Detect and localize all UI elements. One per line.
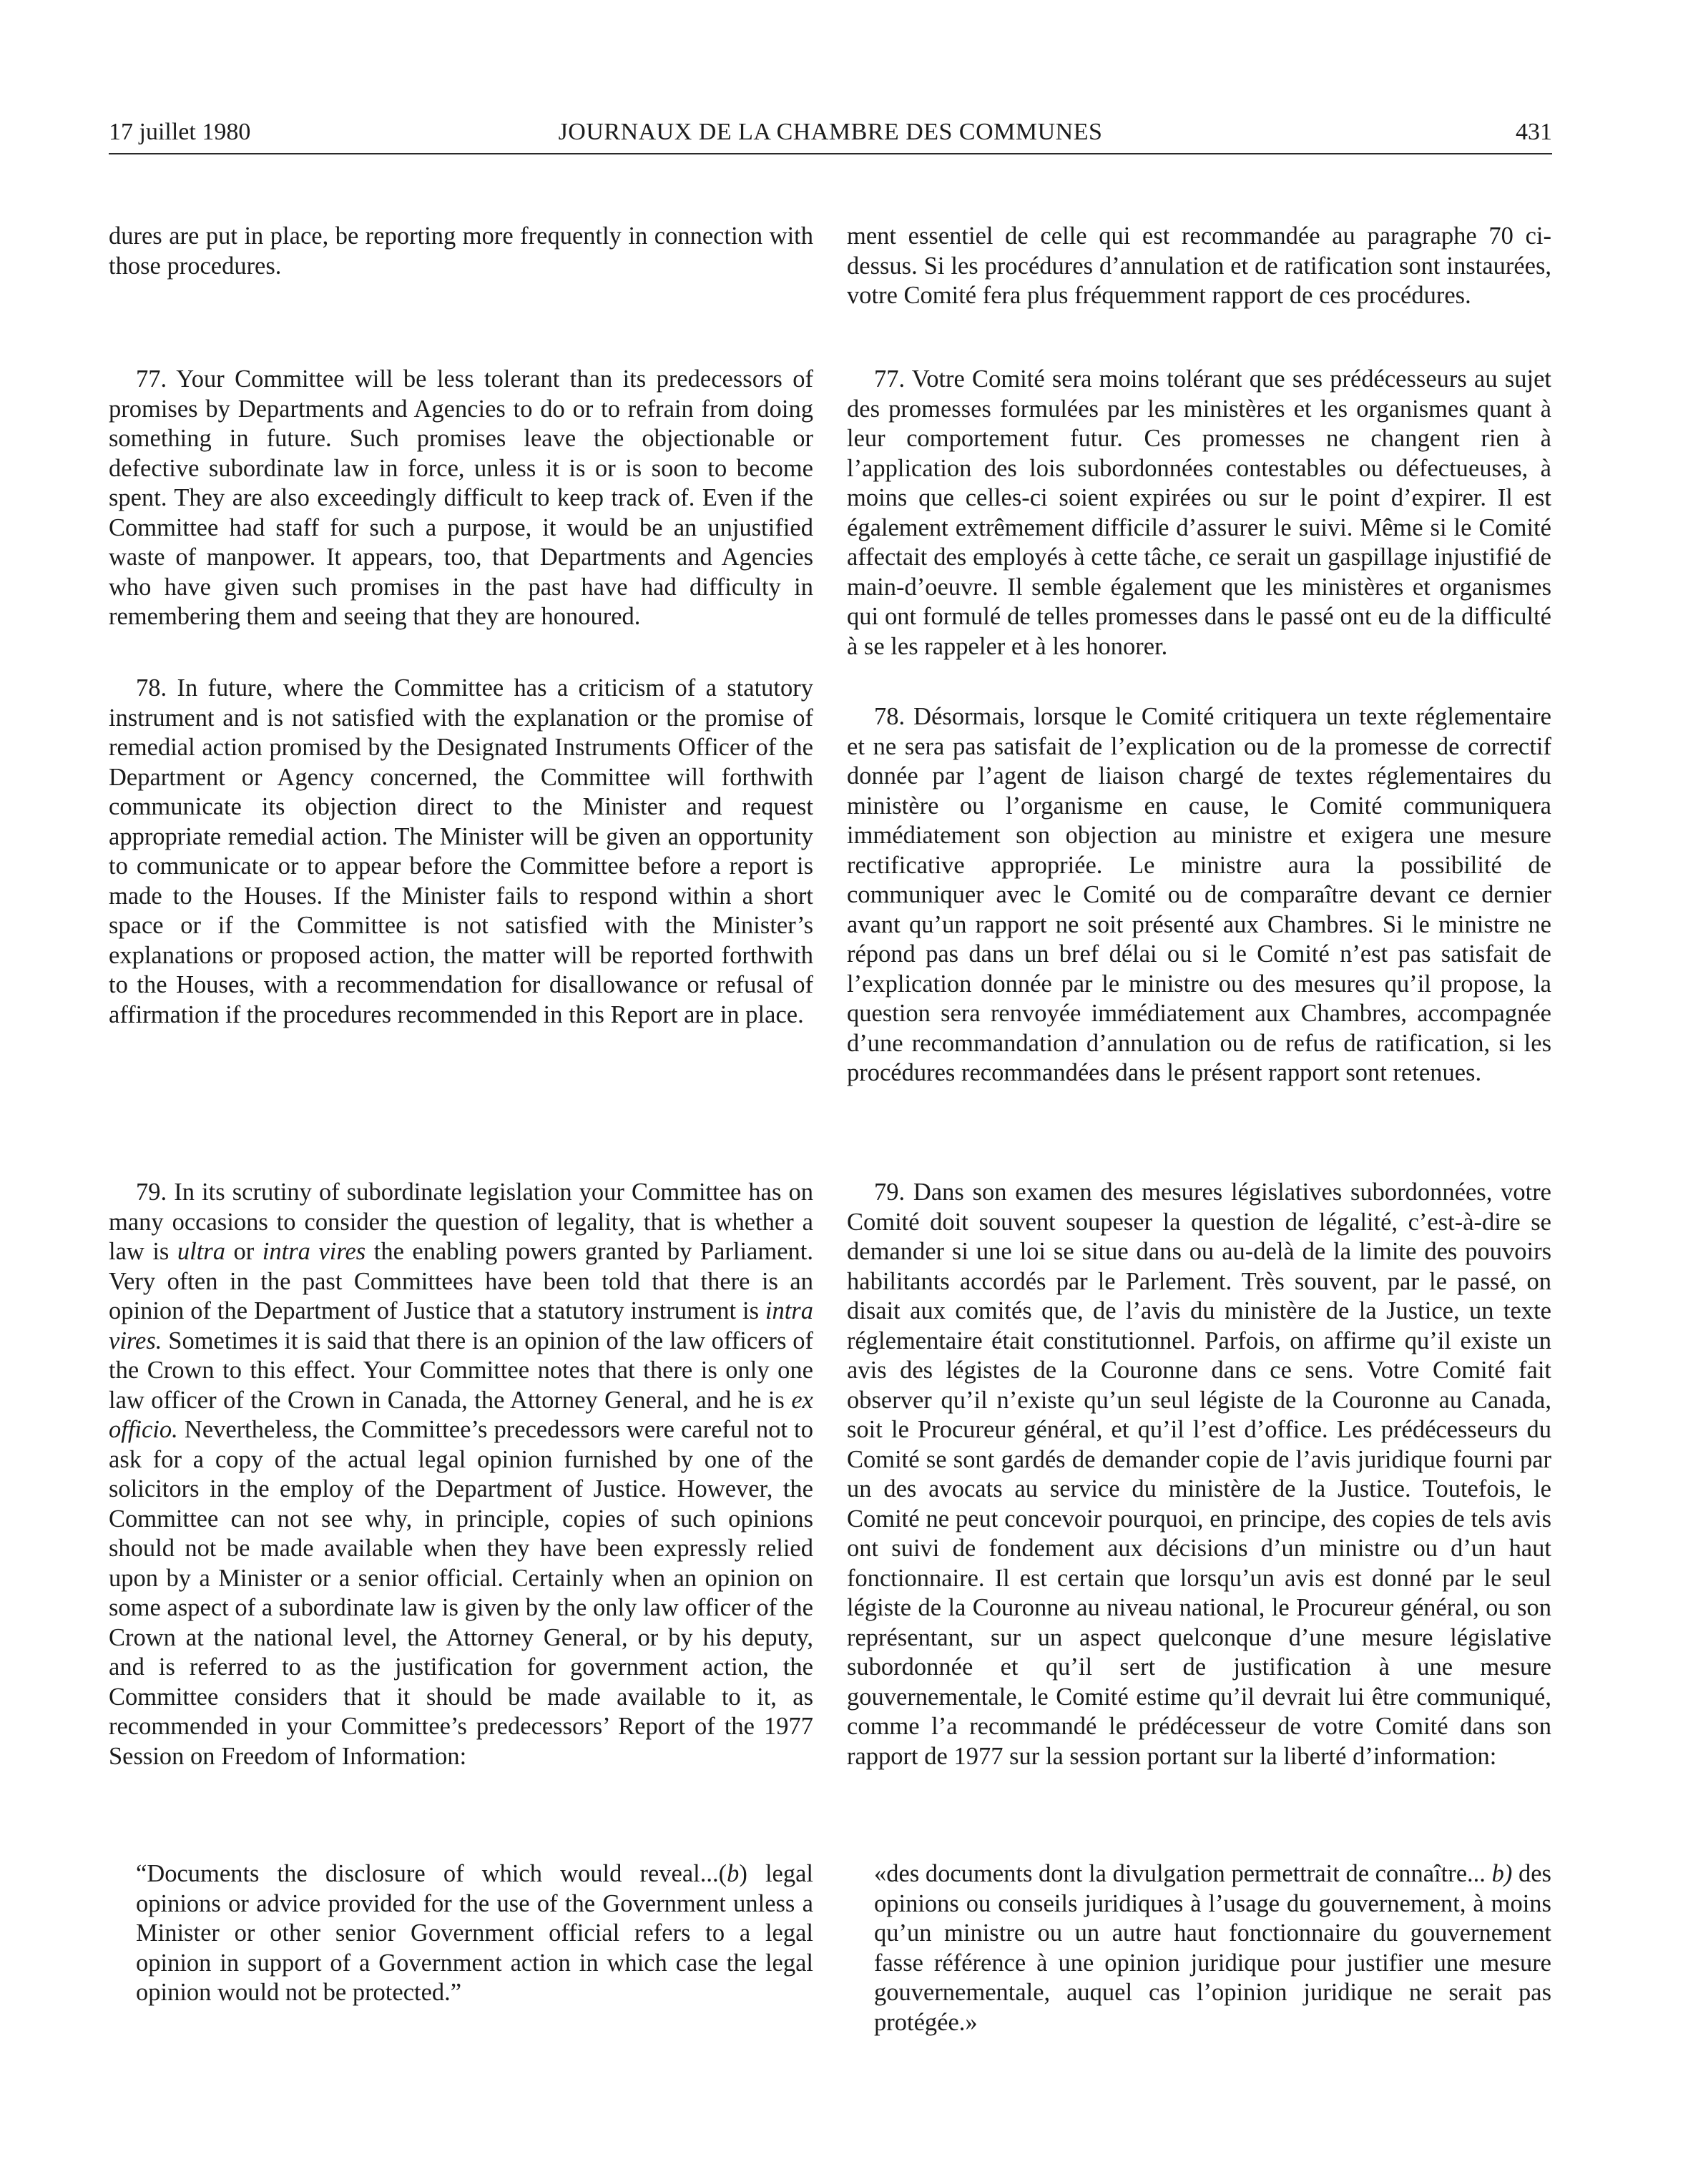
en-p79-intra-vires: intra vires <box>262 1238 366 1265</box>
en-p79-text-e: Nevertheless, the Committee’s precedessors were careful not to ask for a copy of the actual legal opinion furnished by one of the solicitors in the employ of the Department of Justice. However, the Committee can not see why, in principle, copies of such opinions should not be made available when they have been expressly relied upon by a Minister or a senior official. Certainly when an opinion on some aspect of a subordinate law is given by the only law officer of the Crown at the national level, the Attorney General, or by his deputy, and is referred to as the justification for government action, the Committee considers that it should be made available to it, as recommended in your Committee’s predecessors’ Report of the 1977 Session on Freedom of Information: <box>109 1416 813 1770</box>
en-quote-text-a: “Documents the disclosure of which would reveal...( <box>136 1860 727 1887</box>
en-paragraph-79 <box>109 1178 813 1771</box>
fr-quotation <box>874 1859 1551 2037</box>
header-page-number: 431 <box>1516 119 1552 145</box>
fr-paragraph-77: 77. Votre Comité sera moins tolérant que ses prédécesseurs au sujet des promesses formulées par les ministères et les organismes quant à leur comportement futur. Ces promesses ne changent rien à l’application des lois subordonnées contestables ou défectueuses, à moins que celles-ci soient expirées ou sur le point d’expirer. Il est également extrêmement difficile d’assurer le suivi. Même si le Comité affectait des employés à cette tâche, ce serait un gaspillage injustifié de main-d’oeuvre. Il semble également que les ministères et organismes qui ont formulé de telles promesses dans le passé ont eu de la difficulté à se les rappeler et à les honorer. <box>847 365 1551 660</box>
en-paragraph-78: 78. In future, where the Committee has a criticism of a statutory instrument and is not satisfied with the explanation or the promise of remedial action promised by the Designated Instruments Officer of the Department or Agency concerned, the Committee will forthwith communicate its objection direct to the Minister and request appropriate remedial action. The Minister will be given an opportunity to communicate or to appear before the Committee before a report is made to the Houses. If the Minister fails to respond within a short space or if the Committee is not satisfied with the Minister’s explanations or proposed action, the matter will be reported forthwith to the Houses, with a recommendation for disallowance or refusal of affirmation if the procedures recommended in this Report are in place. <box>109 674 813 1028</box>
page-header <box>109 119 1552 154</box>
en-quote-letter-b: b <box>727 1860 740 1887</box>
en-p79-ex-officio: ex officio. <box>109 1386 813 1443</box>
header-date: 17 juillet 1980 <box>109 119 251 145</box>
fr-quote-text-a: «des documents dont la divulgation permettrait de connaître... <box>874 1860 1492 1887</box>
header-title: JOURNAUX DE LA CHAMBRE DES COMMUNES <box>558 119 1103 145</box>
fr-paragraph-78: 78. Désormais, lorsque le Comité critiquera un texte réglementaire et ne sera pas satisfait de l’explication ou de la promesse de correctif donnée par l’agent de liaison chargé de textes réglementaires du ministère ou l’organisme en cause, le Comité communiquera immédiatement son objection au ministre et exigera une mesure rectificative appropriée. Le ministre aura la possibilité de communiquer avec le Comité ou de comparaître devant ce dernier avant qu’un rapport ne soit présenté aux Chambres. Si le ministre ne répond pas dans un bref délai ou si le Comité n’est pas satisfait de l’explication donnée par le ministre ou des mesures qu’il propose, la question sera renvoyée immédiatement aux Chambres, accompagnée d’une recommandation d’annulation ou de refus de ratification, si les procédures recommandées dans le présent rapport sont retenues. <box>847 703 1551 1086</box>
fr-paragraph-continued: ment essentiel de celle qui est recommandée au paragraphe 70 ci-dessus. Si les procédures d’annulation et de ratification sont instaurées, votre Comité fera plus fréquemment rapport de ces procédures. <box>847 222 1551 309</box>
fr-paragraph-79: 79. Dans son examen des mesures législatives subordonnées, votre Comité doit souvent soupeser la question de légalité, c’est-à-dire se demander si une loi se situe dans ou au-delà de la limite des pouvoirs habilitants accordés par le Parlement. Très souvent, par le passé, on disait aux comités que, de l’avis du ministère de la Justice, un texte réglementaire était constitutionnel. Parfois, on affirme qu’il existe un avis des légistes de la Couronne dans ce sens. Votre Comité fait observer qu’il n’existe qu’un seul légiste de la Couronne au Canada, soit le Procureur général, et qu’il l’est d’office. Les prédécesseurs du Comité se sont gardés de demander copie de l’avis juridique fourni par un des avocats au service du ministère de la Justice. Toutefois, le Comité ne peut concevoir pourquoi, en principe, des copies de tels avis ont suivi de fondement aux décisions d’un ministre ou d’un haut fonctionnaire. Il est certain que lorsqu’un avis est donné par le seul légiste de la Couronne au niveau national, le Procureur général, ou son représentant, sur un aspect quelconque d’une mesure législative subordonnée et qu’il sert de justification à une mesure gouvernementale, le Comité estime qu’il devrait lui être communiqué, comme l’a recommandé le prédécesseur de votre Comité dans son rapport de 1977 sur la session portant sur la liberté d’information: <box>847 1179 1551 1770</box>
en-p79-text-c: the enabling powers granted by Parliament. Very often in the past Committees have been told that there is an opinion of the Department of Justice that a statutory instrument is <box>109 1238 813 1324</box>
en-p79-ultra: ultra <box>177 1238 225 1265</box>
fr-quote-text-b: des opinions ou conseils juridiques à l’usage du gouvernement, à moins qu’un ministre ou un autre haut fonctionnaire du gouvernement fasse référence à une opinion juridique pour justifier une mesure gouvernementale, auquel cas l’opinion juridique ne serait pas protégée.» <box>874 1860 1551 2036</box>
en-paragraph-continued: dures are put in place, be reporting more frequently in connection with those procedures. <box>109 222 813 280</box>
en-p79-text-b: or <box>225 1238 262 1265</box>
en-paragraph-77: 77. Your Committee will be less tolerant than its predecessors of promises by Departments and Agencies to do or to refrain from doing something in future. Such promises leave the objectionable or defective subordinate law in force, unless it is or is soon to become spent. They are also exceedingly difficult to keep track of. Even if the Committee had staff for such a purpose, it would be an unjustified waste of manpower. It appears, too, that Departments and Agencies who have given such promises in the past have had difficulty in remembering them and seeing that they are honoured. <box>109 365 813 630</box>
en-p79-text-d: Sometimes it is said that there is an opinion of the law officers of the Crown to this effect. Your Committee notes that there is only one law officer of the Crown in Canada, the Attorney General, and he is <box>109 1327 813 1414</box>
fr-quote-letter-b: b) <box>1491 1860 1513 1887</box>
en-p79-intra-vires-2: intra vires. <box>109 1297 813 1354</box>
en-quotation <box>136 1859 813 2008</box>
en-quote-text-b: ) legal opinions or advice provided for the use of the Government unless a Minister or other senior Government official refers to a legal opinion in support of a Government action in which case the legal opinion would not be protected.” <box>136 1860 813 2006</box>
en-p79-text-a: 79. In its scrutiny of subordinate legislation your Committee has on many occasions to consider the question of legality, that is whether a law is <box>109 1179 813 1265</box>
